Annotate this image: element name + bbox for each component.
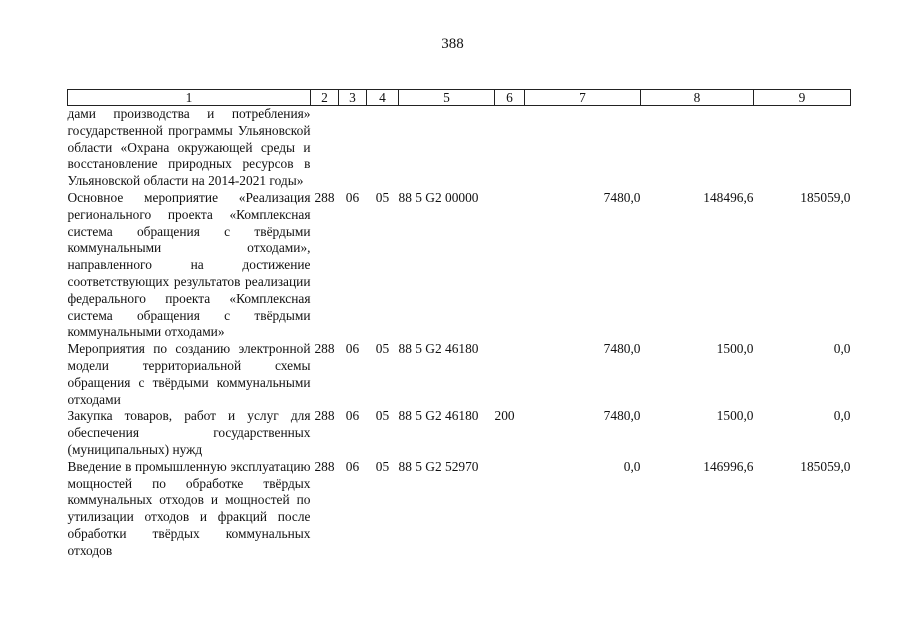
column-header: 5 xyxy=(399,90,495,106)
expense-type-code xyxy=(495,106,525,190)
amount-col7 xyxy=(525,106,641,190)
expense-type-code xyxy=(495,341,525,408)
expense-type-code xyxy=(495,190,525,341)
column-header: 3 xyxy=(339,90,367,106)
section-code xyxy=(339,106,367,190)
amount-col8 xyxy=(641,106,754,190)
subsection-code xyxy=(367,106,399,190)
section-code: 06 xyxy=(345,341,360,357)
item-name: Введение в промышленную эксплуатацию мощностей по обработке твёрдых коммунальных отходов и мощностей по утилизации отходов и фракций после обработки твёрдых коммунальных отходов xyxy=(67,458,311,558)
column-header: 7 xyxy=(525,90,641,106)
item-name: Мероприятия по созданию электронной модели территориальной схемы обращения с твёрдыми коммунальными отходами xyxy=(67,341,311,407)
amount-col8: 146996,6 xyxy=(703,458,754,474)
amount-col7: 7480,0 xyxy=(603,408,641,424)
ministry-code: 288 xyxy=(314,341,335,357)
amount-col8: 1500,0 xyxy=(716,408,754,424)
amount-col7: 0,0 xyxy=(623,458,641,474)
subsection-code: 05 xyxy=(375,408,390,424)
target-article-code: 88 5 G2 52970 xyxy=(398,458,479,474)
subsection-code: 05 xyxy=(375,189,390,205)
table-row xyxy=(68,106,851,190)
column-header: 8 xyxy=(641,90,754,106)
amount-col9: 185059,0 xyxy=(800,458,851,474)
table-row xyxy=(68,341,851,408)
target-article-code xyxy=(399,106,495,190)
item-name: Основное мероприятие «Реализация регионального проекта «Комплексная система обращения с твёрдыми коммунальными отходами», направленного на достижение соответствующих результатов реализации федерального проекта «Комплексная система обращения с твёрдыми коммунальными отходами» xyxy=(67,189,311,340)
table-row xyxy=(68,408,851,458)
amount-col9: 0,0 xyxy=(833,408,851,424)
section-code: 06 xyxy=(345,189,360,205)
page-number: 388 xyxy=(441,36,464,52)
ministry-code: 288 xyxy=(314,189,335,205)
column-header: 9 xyxy=(754,90,851,106)
expense-type-code xyxy=(495,459,525,560)
section-code: 06 xyxy=(345,408,360,424)
amount-col8: 148496,6 xyxy=(703,189,754,205)
amount-col9: 0,0 xyxy=(833,341,851,357)
column-number-row xyxy=(68,90,851,106)
amount-col7: 7480,0 xyxy=(603,341,641,357)
section-code: 06 xyxy=(345,458,360,474)
budget-table xyxy=(67,89,851,560)
column-header: 6 xyxy=(495,90,525,106)
target-article-code: 88 5 G2 00000 xyxy=(398,189,479,205)
amount-col8: 1500,0 xyxy=(716,341,754,357)
amount-col7: 7480,0 xyxy=(603,189,641,205)
ministry-code xyxy=(311,106,339,190)
amount-col9: 185059,0 xyxy=(800,189,851,205)
item-name: дами производства и потребления» государственной программы Ульяновской области «Охрана окружающей среды и восстановление природных ресурсов в Ульяновской области на 2014-2021 годы» xyxy=(67,106,311,189)
table-row xyxy=(68,190,851,341)
subsection-code: 05 xyxy=(375,458,390,474)
column-header: 4 xyxy=(367,90,399,106)
amount-col9 xyxy=(754,106,851,190)
subsection-code: 05 xyxy=(375,341,390,357)
item-name: Закупка товаров, работ и услуг для обеспечения государственных (муниципальных) нужд xyxy=(67,408,311,457)
expense-type-code: 200 xyxy=(494,408,515,424)
ministry-code: 288 xyxy=(314,458,335,474)
column-header: 1 xyxy=(68,90,311,106)
table-row xyxy=(68,459,851,560)
target-article-code: 88 5 G2 46180 xyxy=(398,341,479,357)
ministry-code: 288 xyxy=(314,408,335,424)
target-article-code: 88 5 G2 46180 xyxy=(398,408,479,424)
column-header: 2 xyxy=(311,90,339,106)
